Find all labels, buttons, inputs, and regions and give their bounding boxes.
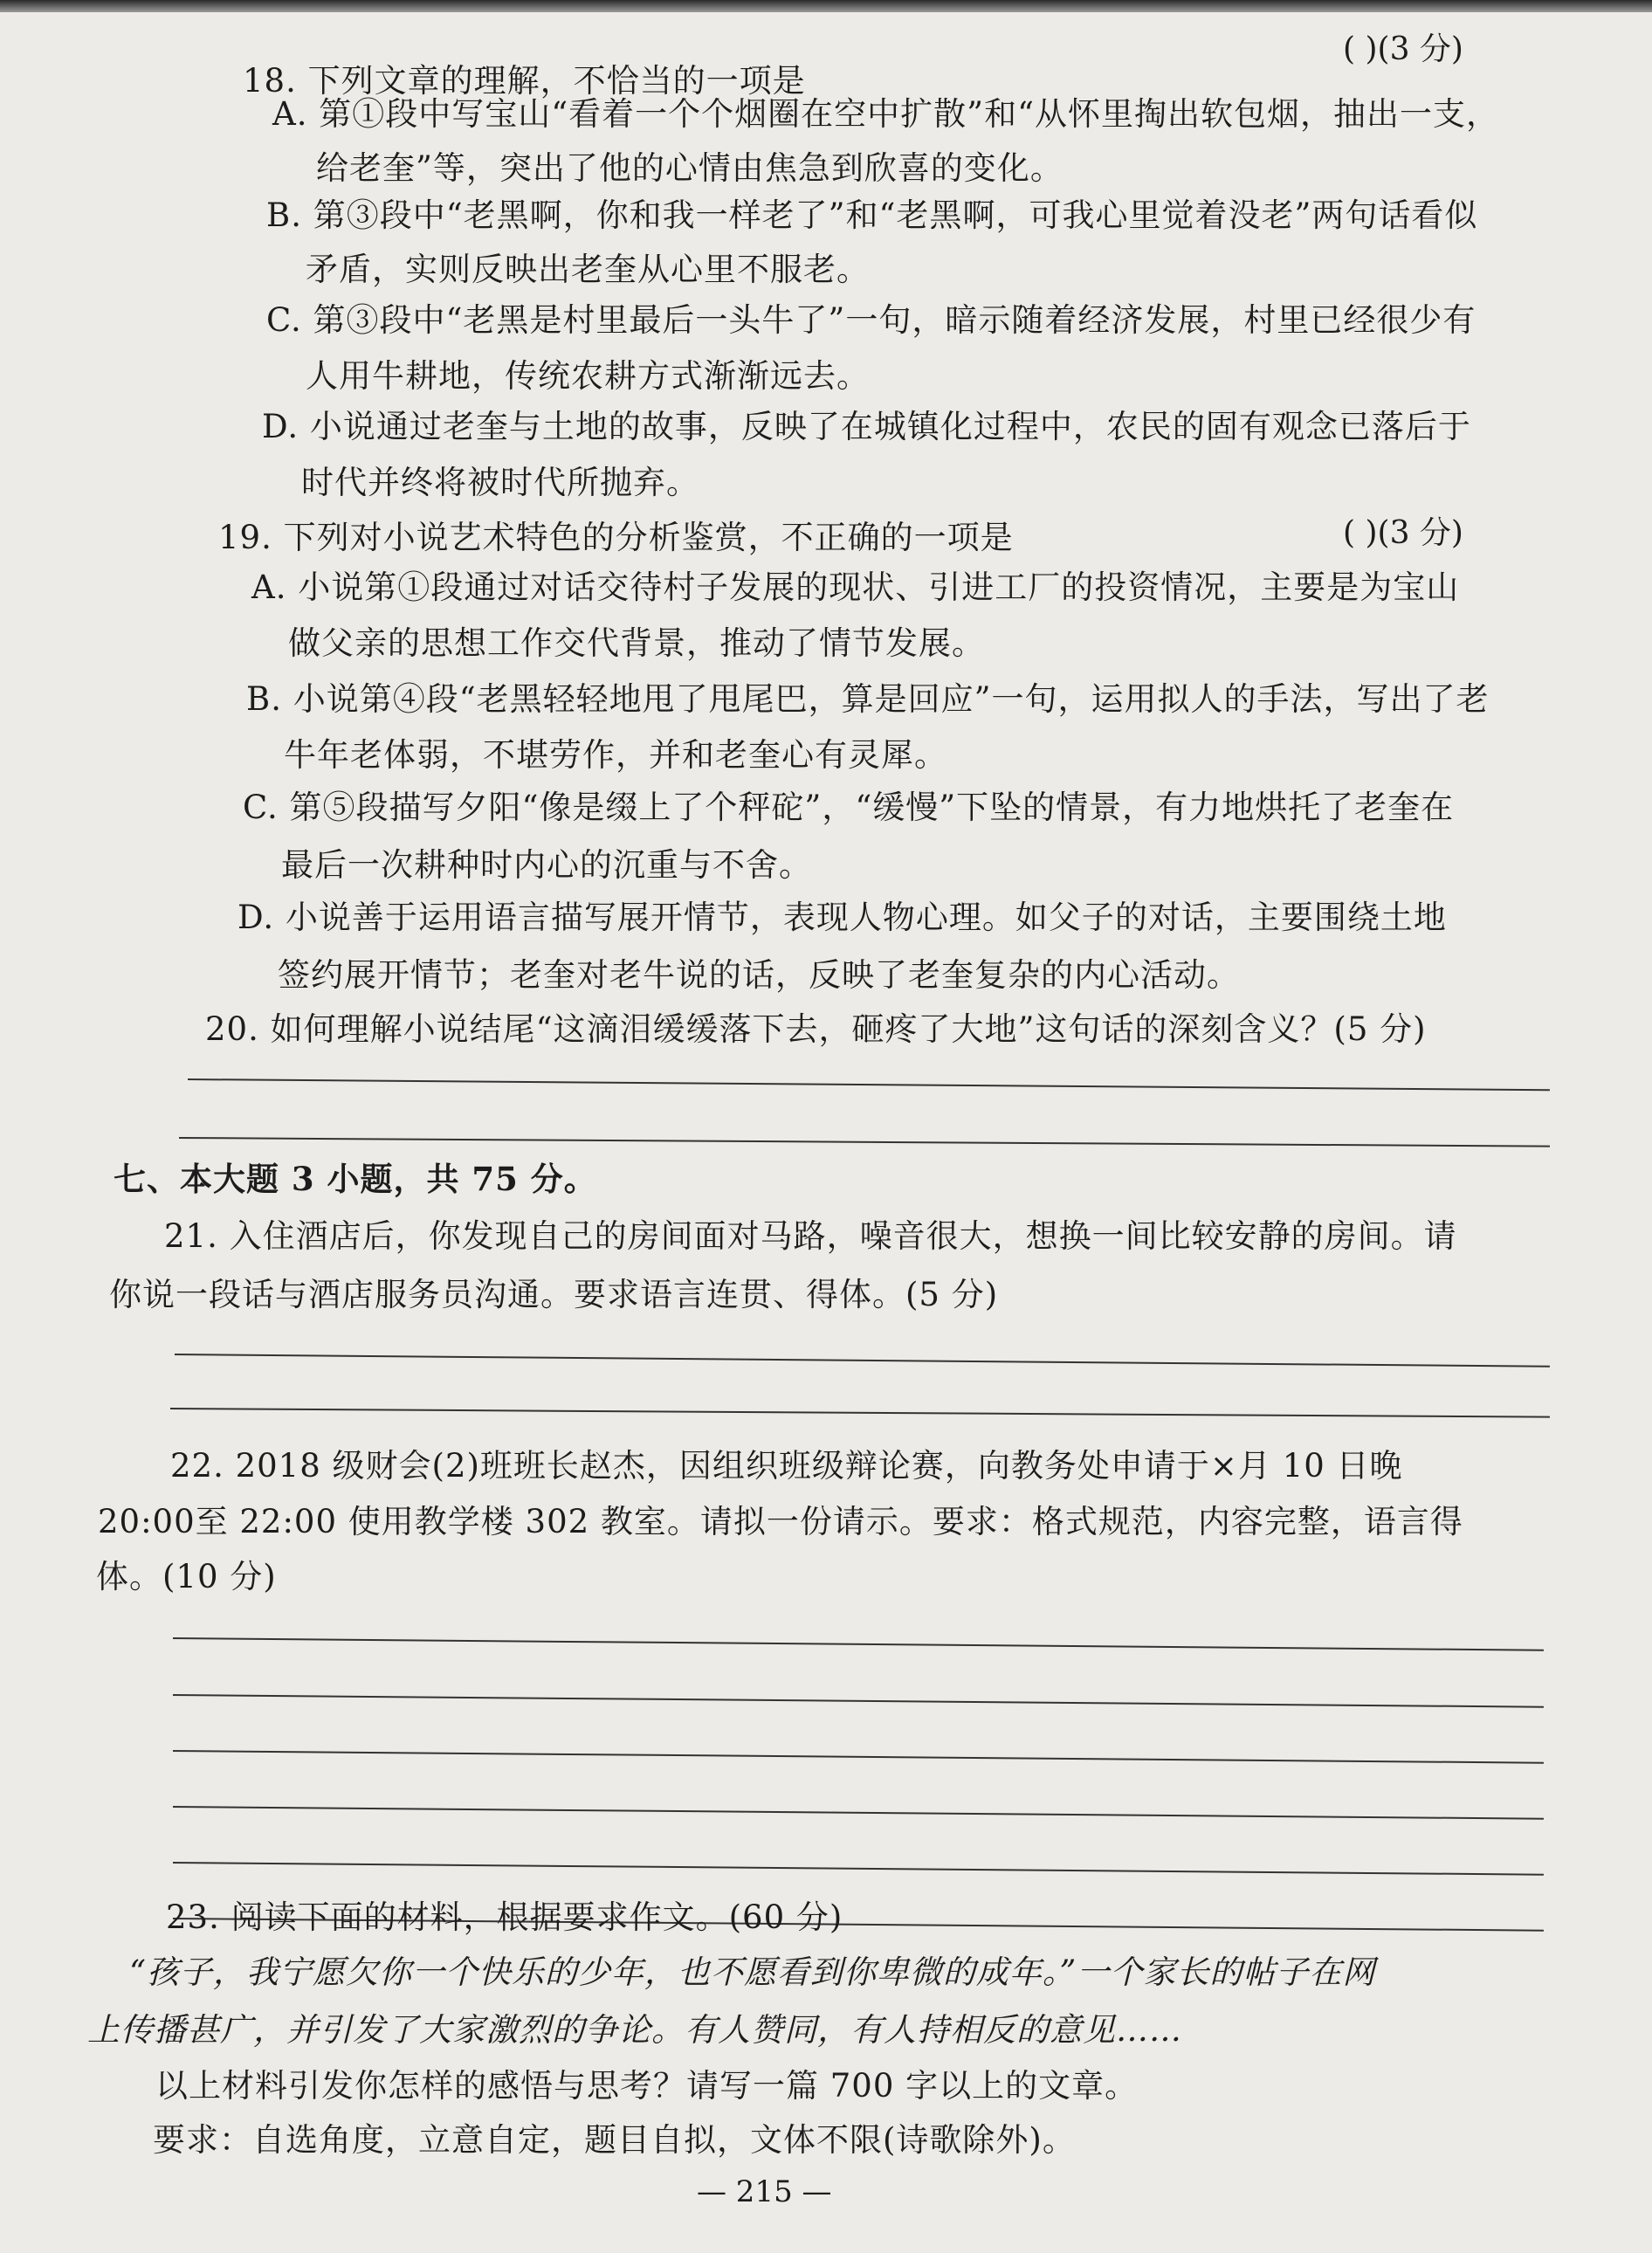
q18-option-d-line2: 时代并终将被时代所抛弃。 xyxy=(301,464,699,501)
q18-option-b-line1: B. 第③段中“老黑啊，你和我一样老了”和“老黑啊，可我心里觉着没老”两句话看似 xyxy=(266,196,1478,234)
q23-stem: 23. 阅读下面的材料，根据要求作文。(60 分) xyxy=(166,1898,843,1936)
q23-requirements: 要求：自选角度，立意自定，题目自拟，文体不限(诗歌除外)。 xyxy=(153,2121,1076,2159)
q22-answer-line-5 xyxy=(173,1862,1544,1876)
section-7-heading: 七、本大题 3 小题，共 75 分。 xyxy=(114,1160,597,1198)
q19-option-b-line2: 牛年老体弱，不堪劳作，并和老奎心有灵犀。 xyxy=(284,736,947,774)
q20-stem: 20. 如何理解小说结尾“这滴泪缓缓落下去，砸疼了大地”这句话的深刻含义？(5 分) xyxy=(205,1010,1427,1048)
q22-answer-line-1 xyxy=(173,1637,1544,1651)
q18-option-a-line2: 给老奎”等，突出了他的心情由焦急到欣喜的变化。 xyxy=(316,149,1063,187)
q18-option-c-line2: 人用牛耕地，传统农耕方式渐渐远去。 xyxy=(306,357,870,395)
q23-material-line1: “孩子，我宁愿欠你一个快乐的少年，也不愿看到你卑微的成年。”一个家长的帖子在网 xyxy=(129,1953,1376,1991)
q21-line1: 21. 入住酒店后，你发现自己的房间面对马路，噪音很大，想换一间比较安静的房间。请 xyxy=(164,1217,1457,1255)
q21-answer-line-1 xyxy=(175,1354,1550,1368)
q19-stem: 19. 下列对小说艺术特色的分析鉴赏，不正确的一项是 xyxy=(218,519,1014,556)
q19-option-c-line1: C. 第⑤段描写夕阳“像是缀上了个秤砣”，“缓慢”下坠的情景，有力地烘托了老奎在 xyxy=(243,789,1455,826)
q22-line3: 体。(10 分) xyxy=(96,1558,277,1595)
q18-option-a-line1: A. 第①段中写宝山“看着一个个烟圈在空中扩散”和“从怀里掏出软包烟，抽出一支， xyxy=(272,95,1499,133)
q23-material-line2: 上传播甚广，并引发了大家激烈的争论。有人赞同，有人持相反的意见…… xyxy=(87,2011,1182,2049)
q18-option-b-line2: 矛盾，实则反映出老奎从心里不服老。 xyxy=(306,251,870,288)
q19-option-a-line1: A. 小说第①段通过对话交待村子发展的现状、引进工厂的投资情况，主要是为宝山 xyxy=(251,568,1460,606)
q23-prompt-line1: 以上材料引发你怎样的感悟与思考？请写一篇 700 字以上的文章。 xyxy=(155,2067,1139,2105)
q18-option-d-line1: D. 小说通过老奎与土地的故事，反映了在城镇化过程中，农民的固有观念已落后于 xyxy=(262,408,1471,445)
q19-option-b-line1: B. 小说第④段“老黑轻轻地甩了甩尾巴，算是回应”一句，运用拟人的手法，写出了老 xyxy=(246,680,1490,718)
q22-answer-line-2 xyxy=(173,1694,1544,1708)
q19-option-a-line2: 做父亲的思想工作交代背景，推动了情节发展。 xyxy=(288,624,985,662)
q18-option-c-line1: C. 第③段中“老黑是村里最后一头牛了”一句，暗示随着经济发展，村里已经很少有 xyxy=(266,301,1476,339)
page-number: — 215 — xyxy=(697,2174,832,2209)
q22-line1: 22. 2018 级财会(2)班班长赵杰，因组织班级辩论赛，向教务处申请于×月 10 日晚 xyxy=(170,1447,1403,1485)
q22-line2: 20:00至 22:00 使用教学楼 302 教室。请拟一份请示。要求：格式规范，内容完整，语言得 xyxy=(98,1503,1463,1540)
q20-answer-line-1 xyxy=(188,1078,1550,1091)
q19-option-c-line2: 最后一次耕种时内心的沉重与不舍。 xyxy=(281,846,812,884)
q19-option-d-line2: 签约展开情节；老奎对老牛说的话，反映了老奎复杂的内心活动。 xyxy=(278,956,1240,994)
q19-answer-paren: ( )(3 分) xyxy=(1343,515,1463,551)
q20-answer-line-2 xyxy=(179,1137,1550,1147)
q19-option-d-line1: D. 小说善于运用语言描写展开情节，表现人物心理。如父子的对话，主要围绕土地 xyxy=(237,899,1447,936)
q18-answer-paren: ( )(3 分) xyxy=(1343,31,1463,67)
q21-line2: 你说一段话与酒店服务员沟通。要求语言连贯、得体。(5 分) xyxy=(109,1276,999,1313)
q22-answer-line-4 xyxy=(173,1806,1544,1820)
q22-answer-line-3 xyxy=(173,1750,1544,1764)
q18-stem: 18. 下列文章的理解，不恰当的一项是 xyxy=(243,62,806,100)
q21-answer-line-2 xyxy=(170,1408,1550,1418)
